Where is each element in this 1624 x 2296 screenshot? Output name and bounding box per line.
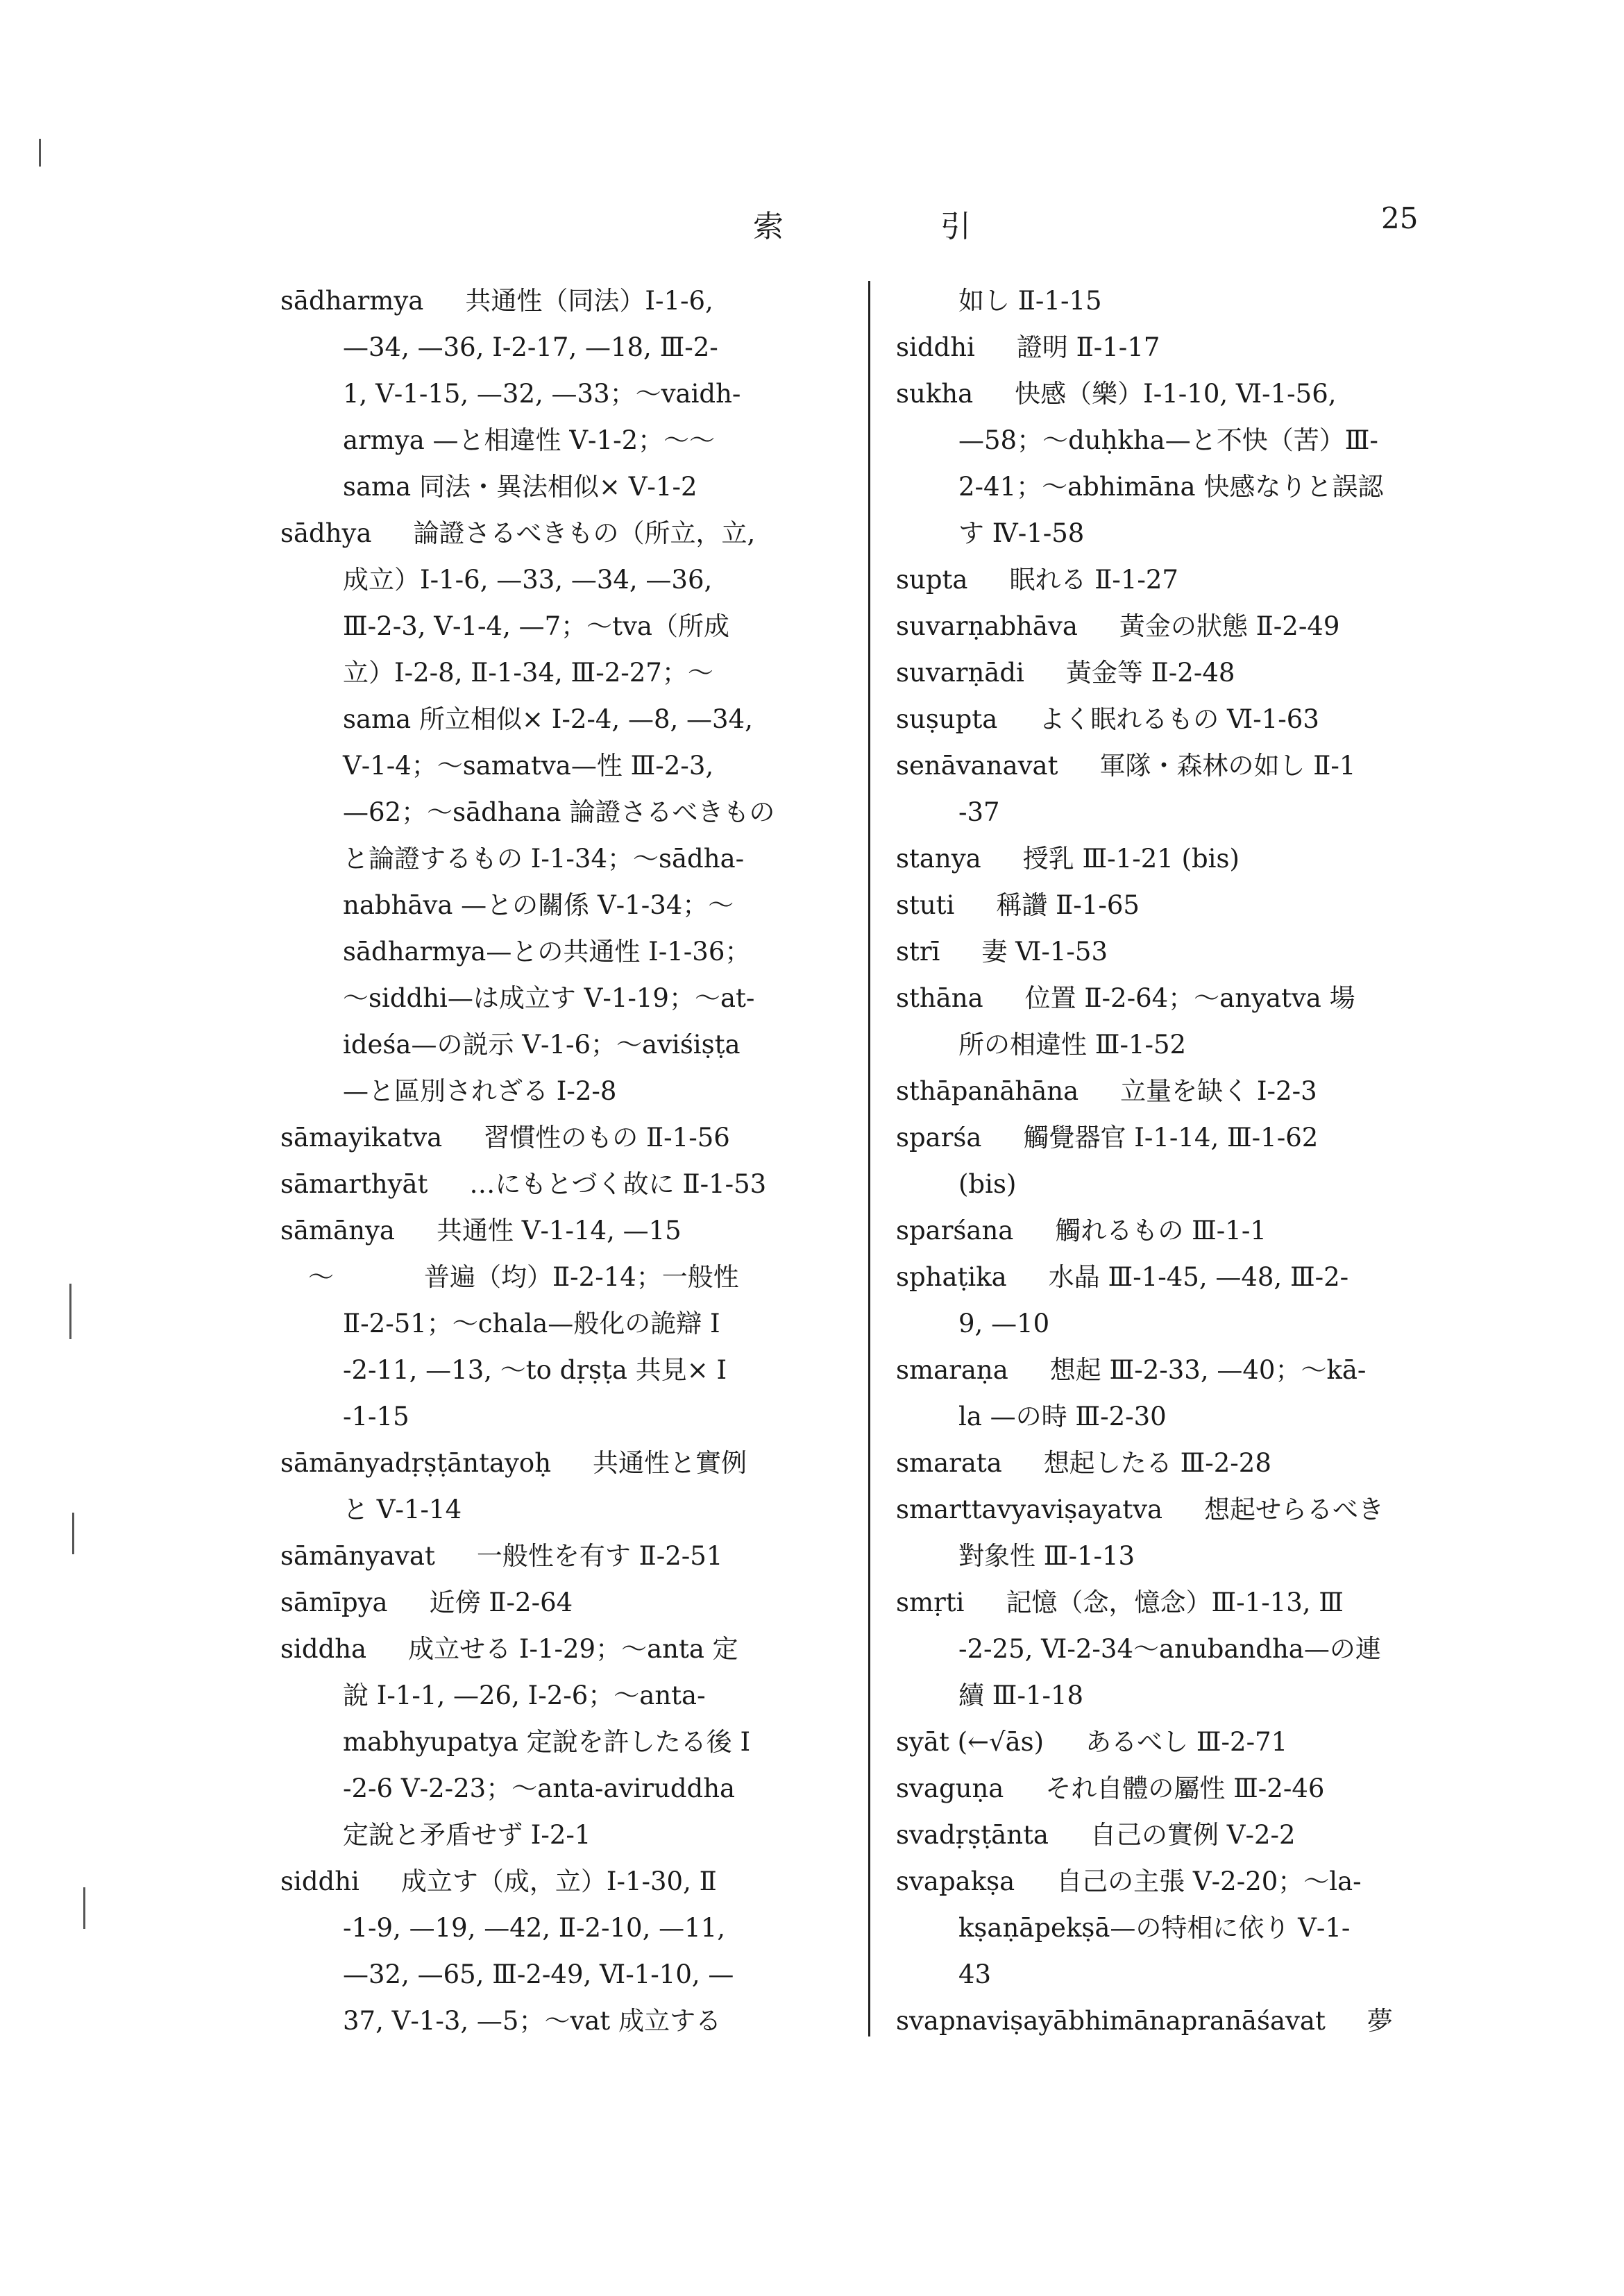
scan-speck xyxy=(72,1513,74,1554)
index-entry xyxy=(896,1347,1493,1393)
index-gloss: 自己の實例 Ⅴ-2-2 xyxy=(1090,1820,1296,1850)
index-entry xyxy=(896,1719,1493,1765)
index-headword: svadṛṣṭānta xyxy=(896,1820,1049,1850)
index-gloss: 證明 Ⅱ-1-17 xyxy=(1016,332,1160,362)
index-headword: sparśana xyxy=(896,1216,1014,1245)
index-gloss: 想起 Ⅲ-2-33, —40；～kā- xyxy=(1049,1355,1367,1385)
index-entry xyxy=(896,742,1493,789)
index-gloss: 黃金等 Ⅱ-2-48 xyxy=(1065,658,1235,688)
index-gloss: 9, —10 xyxy=(958,1309,1050,1338)
index-gloss: -2-6 Ⅴ-2-23；～anta-aviruddha xyxy=(343,1774,736,1803)
index-entry-continuation xyxy=(280,1300,863,1347)
index-entry-continuation xyxy=(280,603,863,649)
index-headword: sukha xyxy=(896,379,974,409)
index-gloss: 續 Ⅲ-1-18 xyxy=(958,1681,1084,1710)
index-gloss: —62；～sādhana 論證さるべきもの xyxy=(343,797,775,827)
index-entry-continuation xyxy=(280,1393,863,1440)
index-entry-continuation xyxy=(896,1626,1493,1672)
index-gloss: la —の時 Ⅲ-2-30 xyxy=(958,1402,1167,1431)
index-gloss: 37, Ⅴ-1-3, —5；～vat 成立する xyxy=(343,2006,722,2036)
index-entry xyxy=(896,278,1493,324)
index-entry xyxy=(896,975,1493,1021)
index-entry xyxy=(896,649,1493,696)
index-headword: smarata xyxy=(896,1448,1002,1478)
index-column-left xyxy=(280,278,863,2044)
index-entry xyxy=(896,1812,1493,1858)
index-headword: sāmānyavat xyxy=(280,1541,435,1571)
index-gloss: -37 xyxy=(958,797,1000,827)
index-headword: sparśa xyxy=(896,1123,982,1153)
index-gloss: 定說と矛盾せず Ⅰ-2-1 xyxy=(343,1820,591,1850)
index-entry xyxy=(280,278,863,324)
index-headword: sāmānyadṛṣṭāntayoḥ xyxy=(280,1448,552,1478)
index-headword: stanya xyxy=(896,844,981,874)
index-gloss: —58；～duḥkha—と不快（苦）Ⅲ- xyxy=(958,425,1378,455)
index-entry xyxy=(280,1579,863,1626)
index-entry-continuation xyxy=(896,510,1493,556)
index-entry-continuation xyxy=(280,464,863,510)
index-gloss: す Ⅳ-1-58 xyxy=(958,518,1085,548)
index-gloss: 成立せる Ⅰ-1-29；～anta 定 xyxy=(408,1634,738,1664)
index-gloss: 想起せらるべき xyxy=(1204,1495,1385,1524)
index-headword: syāt (←√ās) xyxy=(896,1727,1044,1757)
index-entry-continuation xyxy=(280,928,863,975)
index-gloss: Ⅴ-1-4；～samatva—性 Ⅲ-2-3, xyxy=(343,751,714,781)
index-entry xyxy=(896,1207,1493,1254)
index-gloss: 論證さるべきもの（所立，立, xyxy=(413,518,756,548)
index-entry-continuation xyxy=(896,1393,1493,1440)
index-entry-continuation xyxy=(280,742,863,789)
index-headword: sphaṭika xyxy=(896,1262,1007,1292)
index-gloss: ～siddhi—は成立す Ⅴ-1-19；～at- xyxy=(343,983,755,1013)
index-headword: svapnaviṣayābhimānapranāśavat xyxy=(896,2006,1326,2036)
index-gloss: 快感（樂）Ⅰ-1-10, Ⅵ-1-56, xyxy=(1015,379,1337,409)
index-entry-continuation xyxy=(280,1765,863,1812)
index-gloss: sādharmya—との共通性 Ⅰ-1-36； xyxy=(343,937,751,967)
index-gloss: 近傍 Ⅱ-2-64 xyxy=(429,1588,573,1617)
index-gloss: 觸覺器官 Ⅰ-1-14, Ⅲ-1-62 xyxy=(1023,1123,1319,1153)
index-gloss: 普遍（均）Ⅱ-2-14；一般性 xyxy=(424,1262,739,1292)
index-headword: supta xyxy=(896,565,968,595)
index-headword: suvarṇādi xyxy=(896,658,1024,688)
index-gloss: mabhyupatya 定說を許したる後 Ⅰ xyxy=(343,1727,751,1757)
index-headword: sāmarthyāt xyxy=(280,1169,428,1199)
index-gloss: と Ⅴ-1-14 xyxy=(343,1495,462,1524)
index-gloss: 授乳 Ⅲ-1-21 (bis) xyxy=(1022,844,1240,874)
index-entry-continuation xyxy=(896,417,1493,464)
index-entry-continuation xyxy=(280,371,863,417)
index-headword: sādhya xyxy=(280,518,372,548)
index-entry-continuation xyxy=(280,1998,863,2044)
index-gloss: 軍隊・森林の如し Ⅱ-1 xyxy=(1099,751,1356,781)
index-entry xyxy=(896,1998,1493,2044)
index-entry xyxy=(896,603,1493,649)
index-gloss: 水晶 Ⅲ-1-45, —48, Ⅲ-2- xyxy=(1048,1262,1349,1292)
index-entry-continuation xyxy=(896,789,1493,835)
index-gloss: 說 Ⅰ-1-1, —26, Ⅰ-2-6；～anta- xyxy=(343,1681,706,1710)
index-gloss: …にもとづく故に Ⅱ-1-53 xyxy=(469,1169,767,1199)
index-gloss: sama 同法・異法相似× Ⅴ-1-2 xyxy=(343,472,697,502)
index-gloss: 位置 Ⅱ-2-64；～anyatva 場 xyxy=(1024,983,1355,1013)
column-divider xyxy=(868,281,870,2036)
index-gloss: -2-25, Ⅵ-2-34～anubandha—の連 xyxy=(958,1634,1381,1664)
index-headword: sādharmya xyxy=(280,286,424,316)
index-entry-continuation xyxy=(896,1533,1493,1579)
index-entry xyxy=(896,1114,1493,1161)
index-entry-continuation xyxy=(896,1672,1493,1719)
index-headword: ～ xyxy=(308,1262,334,1292)
index-headword: siddhi xyxy=(280,1866,360,1896)
index-entry-continuation xyxy=(280,1951,863,1998)
index-entry xyxy=(896,1440,1493,1486)
index-entry-continuation xyxy=(896,1300,1493,1347)
index-gloss: —32, —65, Ⅲ-2-49, Ⅵ-1-10, — xyxy=(343,1959,734,1989)
index-headword: suṣupta xyxy=(896,704,998,734)
scan-speck xyxy=(83,1887,85,1929)
index-gloss: 對象性 Ⅲ-1-13 xyxy=(958,1541,1135,1571)
index-gloss: 觸れるもの Ⅲ-1-1 xyxy=(1055,1216,1267,1245)
index-headword: smaraṇa xyxy=(896,1355,1008,1385)
index-gloss: 眠れる Ⅱ-1-27 xyxy=(1009,565,1178,595)
index-gloss: あるべし Ⅲ-2-71 xyxy=(1085,1727,1288,1757)
index-gloss: 如し Ⅱ-1-15 xyxy=(958,286,1102,316)
index-gloss: -1-15 xyxy=(343,1402,409,1431)
index-gloss: 想起したる Ⅲ-2-28 xyxy=(1043,1448,1271,1478)
index-headword: siddhi xyxy=(896,332,975,362)
index-headword: sāmayikatva xyxy=(280,1123,443,1153)
index-column-right xyxy=(896,278,1493,2044)
index-gloss: 成立す（成，立）Ⅰ-1-30, Ⅱ xyxy=(400,1866,717,1896)
index-entry-continuation xyxy=(280,1719,863,1765)
index-entry xyxy=(280,1626,863,1672)
index-entry-continuation xyxy=(280,1486,863,1533)
index-entry-continuation xyxy=(280,975,863,1021)
index-gloss: 43 xyxy=(958,1959,992,1989)
index-gloss: Ⅱ-2-51；～chala—般化の詭辯 Ⅰ xyxy=(343,1309,720,1338)
index-gloss: それ自體の屬性 Ⅲ-2-46 xyxy=(1045,1774,1325,1803)
index-entry xyxy=(896,1068,1493,1114)
index-gloss: 共通性 Ⅴ-1-14, —15 xyxy=(436,1216,682,1245)
index-gloss: (bis) xyxy=(958,1169,1017,1199)
index-gloss: 習慣性のもの Ⅱ-1-56 xyxy=(484,1123,730,1153)
index-headword: stuti xyxy=(896,890,955,920)
index-entry xyxy=(896,1765,1493,1812)
index-gloss: nabhāva —との關係 Ⅴ-1-34；～ xyxy=(343,890,734,920)
index-headword: smarttavyaviṣayatva xyxy=(896,1495,1163,1524)
index-gloss: armya —と相違性 Ⅴ-1-2；～～ xyxy=(343,425,716,455)
index-headword: strī xyxy=(896,937,940,967)
index-gloss: と論證するもの Ⅰ-1-34；～sādha- xyxy=(343,844,745,874)
index-gloss: 黃金の狀態 Ⅱ-2-49 xyxy=(1119,611,1340,641)
index-entry xyxy=(280,510,863,556)
index-entry-continuation xyxy=(280,835,863,882)
index-gloss: -2-11, —13, ～to dṛṣṭa 共見× Ⅰ xyxy=(343,1355,727,1385)
index-entry-continuation xyxy=(896,464,1493,510)
index-gloss: よく眠れるもの Ⅵ-1-63 xyxy=(1039,704,1319,734)
index-gloss: sama 所立相似× Ⅰ-2-4, —8, —34, xyxy=(343,704,753,734)
page-number: 25 xyxy=(1381,201,1419,235)
index-entry xyxy=(896,1486,1493,1533)
index-entry-continuation xyxy=(280,696,863,742)
index-gloss: 1, Ⅴ-1-15, —32, —33；～vaidh- xyxy=(343,379,741,409)
index-gloss: kṣaṇāpekṣā—の特相に依り Ⅴ-1- xyxy=(958,1913,1351,1943)
index-headword: senāvanavat xyxy=(896,751,1058,781)
index-headword: svaguṇa xyxy=(896,1774,1004,1803)
index-gloss: 立量を缺く Ⅰ-2-3 xyxy=(1120,1076,1317,1106)
index-entry xyxy=(280,1254,863,1300)
index-headword: sāmānya xyxy=(280,1216,395,1245)
index-entry-continuation xyxy=(280,1812,863,1858)
index-gloss: 妻 Ⅵ-1-53 xyxy=(981,937,1108,967)
index-gloss: 立）Ⅰ-2-8, Ⅱ-1-34, Ⅲ-2-27；～ xyxy=(343,658,713,688)
index-entry-continuation xyxy=(896,1951,1493,1998)
index-headword: suvarṇabhāva xyxy=(896,611,1078,641)
index-entry-continuation xyxy=(280,789,863,835)
index-entry xyxy=(896,1858,1493,1905)
running-header-left: 索 xyxy=(753,209,784,244)
index-entry-continuation xyxy=(280,1905,863,1951)
index-gloss: —34, —36, Ⅰ-2-17, —18, Ⅲ-2- xyxy=(343,332,718,362)
index-entry xyxy=(896,371,1493,417)
index-gloss: 共通性と實例 xyxy=(593,1448,747,1478)
scan-speck xyxy=(39,139,41,167)
index-entry xyxy=(896,696,1493,742)
index-entry-continuation xyxy=(280,1068,863,1114)
index-gloss: 2-41；～abhimāna 快感なりと誤認 xyxy=(958,472,1384,502)
index-headword: sthāna xyxy=(896,983,983,1013)
index-entry xyxy=(896,1254,1493,1300)
index-gloss: 記憶（念，憶念）Ⅲ-1-13, Ⅲ xyxy=(1006,1588,1344,1617)
index-entry-continuation xyxy=(280,1021,863,1068)
index-gloss: 所の相違性 Ⅲ-1-52 xyxy=(958,1030,1187,1060)
index-gloss: -1-9, —19, —42, Ⅱ-2-10, —11, xyxy=(343,1913,725,1943)
index-gloss: 稱讚 Ⅱ-1-65 xyxy=(996,890,1140,920)
index-gloss: 共通性（同法）Ⅰ-1-6, xyxy=(465,286,713,316)
index-gloss: 夢 xyxy=(1367,2006,1393,2036)
index-gloss: 自己の主張 Ⅴ-2-20；～la- xyxy=(1056,1866,1362,1896)
index-entry-continuation xyxy=(280,649,863,696)
index-gloss: 成立）Ⅰ-1-6, —33, —34, —36, xyxy=(343,565,713,595)
index-gloss: —と區別されざる Ⅰ-2-8 xyxy=(343,1076,617,1106)
index-headword: sthāpanāhāna xyxy=(896,1076,1079,1106)
scan-speck xyxy=(69,1284,71,1339)
index-entry xyxy=(280,1858,863,1905)
index-entry xyxy=(896,835,1493,882)
index-entry-continuation xyxy=(280,1347,863,1393)
index-entry-continuation xyxy=(896,1905,1493,1951)
index-gloss: 一般性を有す Ⅱ-2-51 xyxy=(476,1541,723,1571)
index-headword: smṛti xyxy=(896,1588,965,1617)
index-entry xyxy=(280,1533,863,1579)
index-entry-continuation xyxy=(280,417,863,464)
index-entry xyxy=(896,882,1493,928)
index-entry xyxy=(280,1207,863,1254)
index-entry xyxy=(896,928,1493,975)
index-entry-continuation xyxy=(280,324,863,371)
index-entry xyxy=(280,1161,863,1207)
index-headword: sāmīpya xyxy=(280,1588,388,1617)
index-entry xyxy=(896,1579,1493,1626)
index-entry xyxy=(280,1114,863,1161)
index-entry xyxy=(280,1440,863,1486)
index-entry-continuation xyxy=(896,1021,1493,1068)
index-entry-continuation xyxy=(896,1161,1493,1207)
index-headword: siddha xyxy=(280,1634,367,1664)
index-entry xyxy=(896,556,1493,603)
index-headword: svapakṣa xyxy=(896,1866,1015,1896)
index-entry-continuation xyxy=(280,882,863,928)
index-gloss: ideśa—の説示 Ⅴ-1-6；～aviśiṣṭa xyxy=(343,1030,741,1060)
index-gloss: Ⅲ-2-3, Ⅴ-1-4, —7；～tva（所成 xyxy=(343,611,729,641)
index-entry-continuation xyxy=(280,556,863,603)
index-entry xyxy=(896,324,1493,371)
running-header-right: 引 xyxy=(940,209,971,244)
index-entry-continuation xyxy=(280,1672,863,1719)
